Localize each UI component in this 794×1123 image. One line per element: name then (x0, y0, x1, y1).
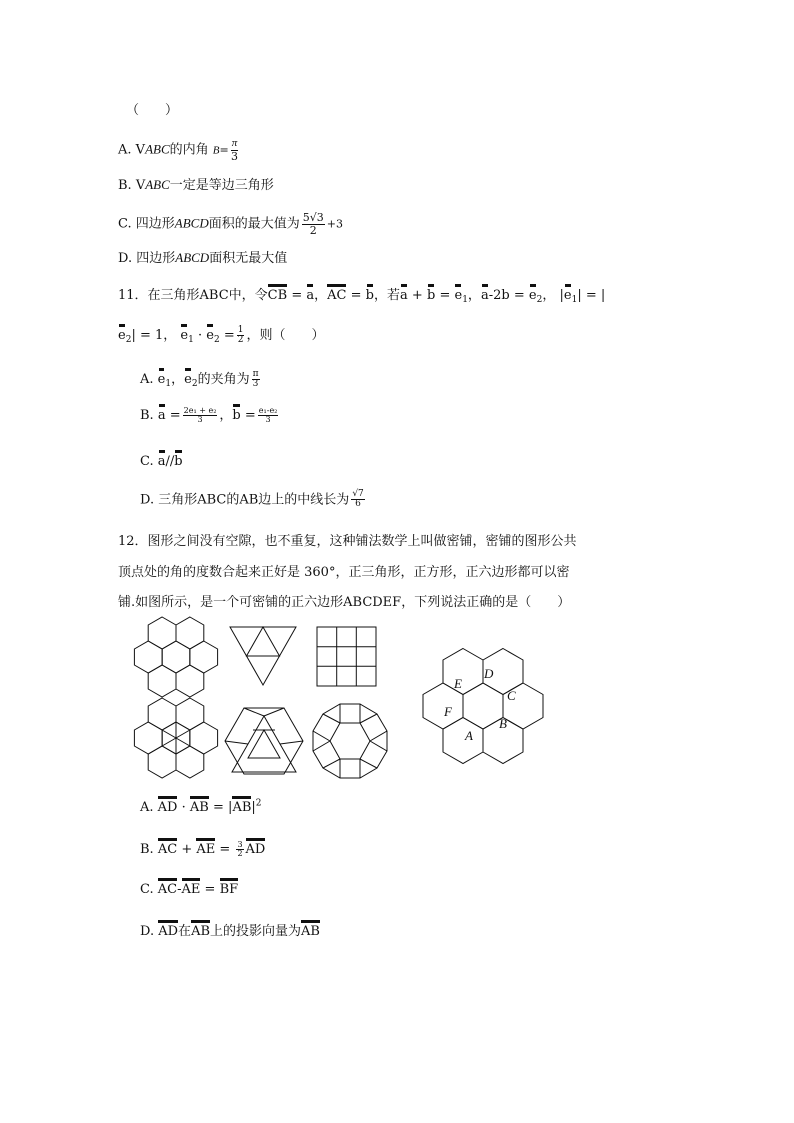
q11-option-d: D. 三角形ABC的AB边上的中线长为 $\frac{√7}{6}$ (140, 489, 364, 510)
vertex-label-c: C (507, 688, 516, 703)
answer-paren: （ ） (126, 103, 179, 118)
q11-stem-line1: 11．在三角形ABC中，令CB = a，AC = b，若$a + b = e_1$，$a-2b = e_2$， $|e_1|$ = | (118, 284, 605, 305)
q12-option-a: A. AD · AB = $|AB|^2$ (140, 796, 262, 814)
q11-stem-line2: $e_2| = 1$， $e_1 \cdot e_2$ = $\frac{1}{2}$ ，则（ ） (118, 324, 325, 345)
q11-option-a: A. $e_1$，$e_2$的夹角为 $\frac{\pi}{3}$ (140, 368, 259, 389)
square-grid (317, 627, 376, 686)
vertex-label-e: E (454, 676, 462, 691)
q12-option-c: C. AC-AE = BF (140, 878, 238, 896)
q12-stem-line1: 12．图形之间没有空隙，也不重复，这种铺法数学上叫做密铺，密铺的图形公共 (118, 534, 577, 549)
q10-option-d: D. 四边形ABCD面积无最大值 (118, 250, 288, 266)
triangle-tiling (230, 627, 296, 685)
q12-stem-line2: 顶点处的角的度数合起来正好是 360°，正三角形，正方形，正六边形都可以密 (118, 565, 570, 580)
vertex-label-b: B (499, 716, 507, 731)
q12-option-d: D. AD在AB上的投影向量为AB (140, 920, 320, 938)
dodecagon-pattern (313, 704, 387, 778)
vertex-label-d: D (484, 666, 494, 681)
vertex-label-f: F (444, 704, 452, 719)
q12-stem-line3: 铺.如图所示，是一个可密铺的正六边形ABCDEF，下列说法正确的是（ ） (118, 595, 571, 610)
q10-option-c: C. 四边形ABCD面积的最大值为 $\frac{5√3}{2}$ +3 (118, 211, 343, 237)
hexagon-cluster-labeled (423, 649, 543, 764)
q11-option-b: B. a = $\frac{\text{2e₁ + e₂}}{3}$ ，b = $\frac{\text{e₁-e₂}}{3}$ (140, 405, 278, 424)
q10-option-b: B. VABC一定是等边三角形 (118, 177, 274, 193)
hexagon-cluster-top (134, 617, 217, 697)
hexagon-triangle-pattern (225, 708, 303, 774)
q12-option-b: B. AC + AE = $\frac{3}{2}$ AD (140, 839, 266, 858)
q11-option-c: C. a//b (140, 450, 183, 468)
q10-option-a: A. VABC的内角 B= $\frac{\pi}{3}$ (118, 137, 238, 163)
hexagon-cluster-bottom (134, 698, 217, 778)
vertex-label-a: A (465, 728, 473, 743)
